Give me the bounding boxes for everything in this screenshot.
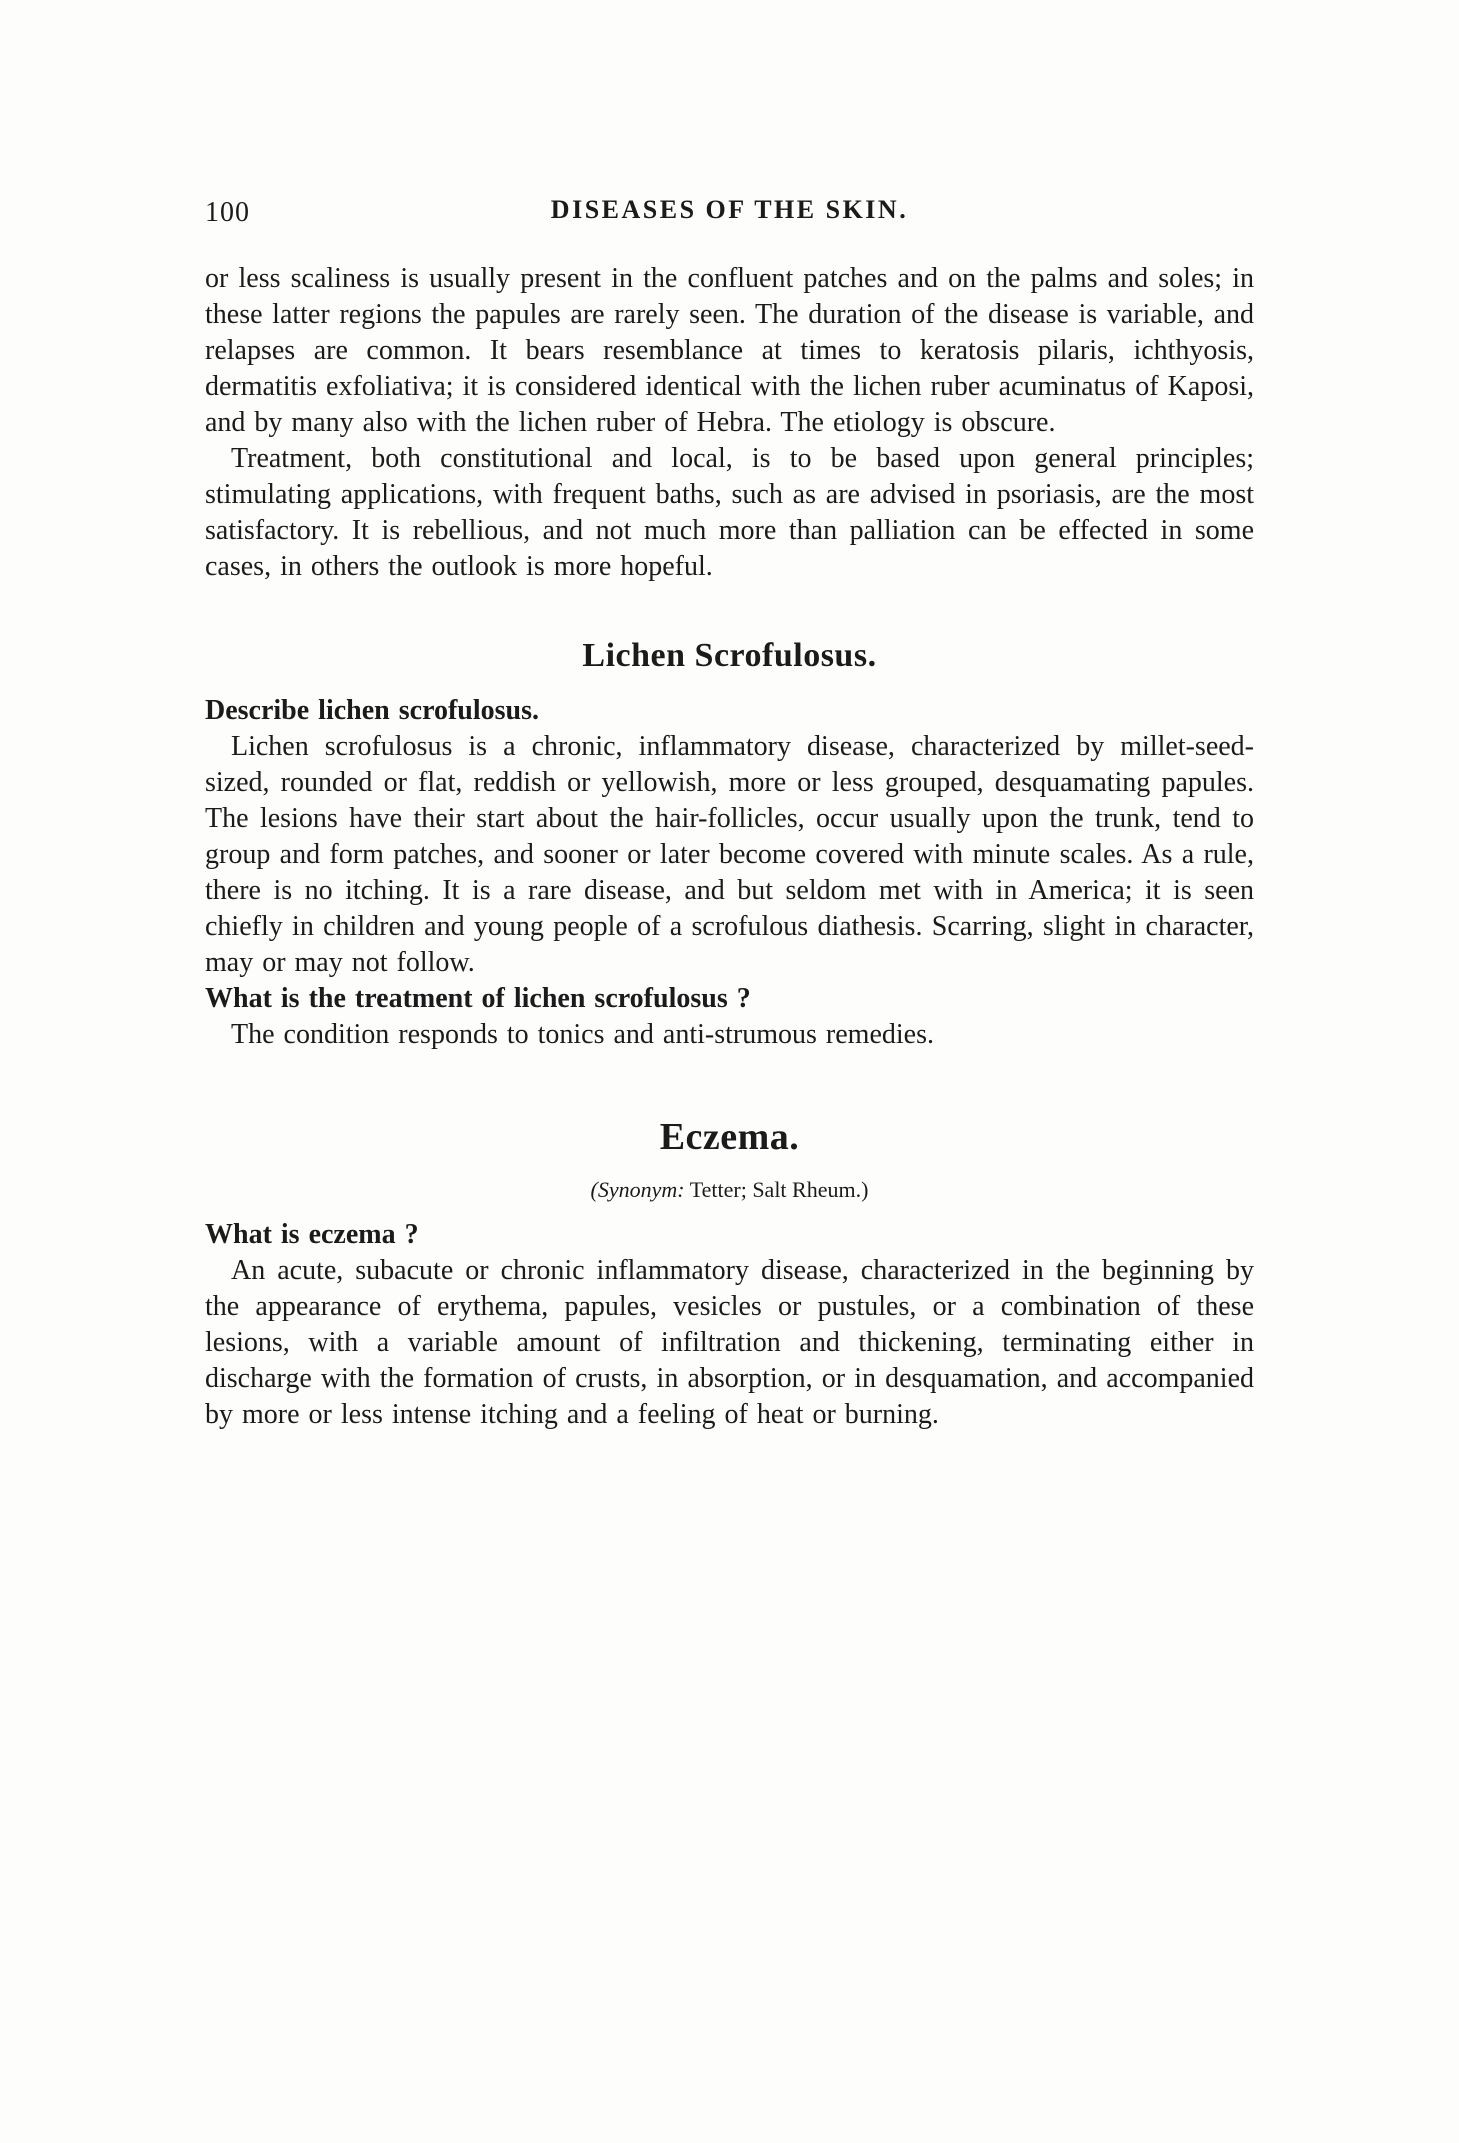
section-heading-eczema: Eczema.	[659, 1116, 800, 1158]
question-describe-lichen-scrofulosus: Describe lichen scrofulosus.	[205, 695, 540, 726]
running-header-title: DISEASES OF THE SKIN.	[550, 195, 909, 224]
synonym-terms: Tetter; Salt Rheum.)	[684, 1177, 869, 1202]
question-treatment-lichen-scrofulosus: What is the treatment of lichen scrofulosus ?	[205, 983, 751, 1014]
synonym-line	[205, 1177, 1254, 1203]
page-number: 100	[205, 197, 250, 228]
paragraph-treatment: Treatment, both constitutional and local, is to be based upon general principles; stimulating applications, with frequent baths, such as are advised in psoriasis, are the most satisfactory. It is rebellious, and not much more than palliation can be effected in some cases, in others the outlook is more hopeful.	[205, 443, 1254, 582]
paragraph-continuation: or less scaliness is usually present in the confluent patches and on the palms and soles; in these latter regions the papules are rarely seen. The duration of the disease is variable, and relapses are common. It bears resemblance at times to keratosis pilaris, ichthyosis, dermatitis exfoliativa; it is considered identical with the lichen ruber acuminatus of Kaposi, and by many also with the lichen ruber of Hebra. The etiology is obscure.	[205, 263, 1254, 438]
running-header	[205, 195, 1254, 237]
page-body	[205, 261, 1254, 1433]
synonym-label: (Synonym:	[590, 1177, 685, 1202]
answer-describe-lichen-scrofulosus: Lichen scrofulosus is a chronic, inflammatory disease, characterized by millet-seed-sized, rounded or flat, reddish or yellowish, more or less grouped, desquamating papules. The lesions have their start about the hair-follicles, occur usually upon the trunk, tend to group and form patches, and sooner or later become covered with minute scales. As a rule, there is no itching. It is a rare disease, and but seldom met with in America; it is seen chiefly in children and young people of a scrofulous diathesis. Scarring, slight in character, may or may not follow.	[205, 731, 1254, 978]
answer-treatment-lichen-scrofulosus: The condition responds to tonics and anti-strumous remedies.	[231, 1019, 934, 1050]
answer-what-is-eczema: An acute, subacute or chronic inflammatory disease, characterized in the beginning by the appearance of erythema, papules, vesicles or pustules, or a combination of these lesions, with a variable amount of infiltration and thickening, terminating either in discharge with the formation of crusts, in absorption, or in desquamation, and accompanied by more or less intense itching and a feeling of heat or burning.	[205, 1255, 1254, 1430]
question-what-is-eczema: What is eczema ?	[205, 1219, 419, 1250]
section-heading-lichen-scrofulosus: Lichen Scrofulosus.	[582, 637, 877, 674]
